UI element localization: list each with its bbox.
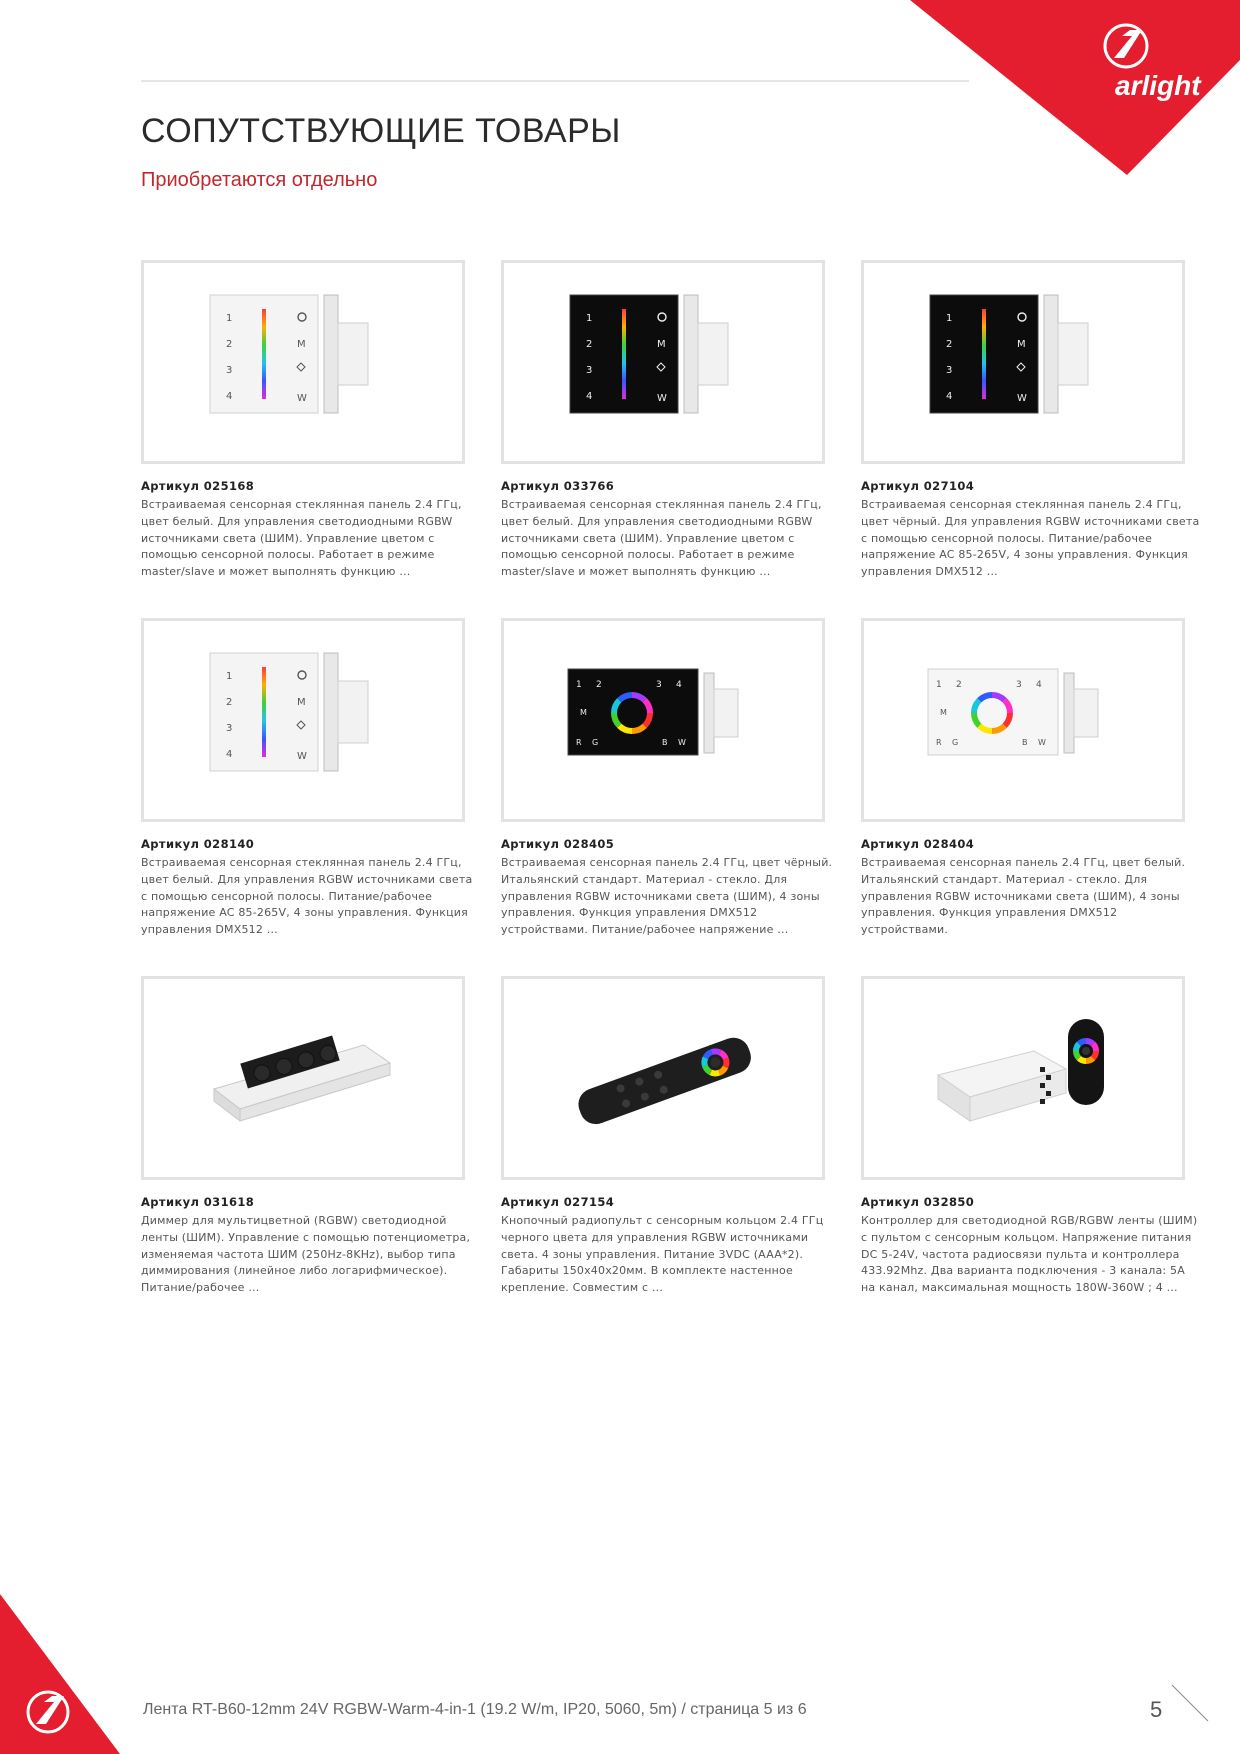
svg-text:4: 4 [1036,680,1042,690]
product-image[interactable] [501,260,825,464]
svg-text:M: M [297,697,306,708]
svg-text:2: 2 [946,339,953,350]
product-card[interactable] [501,618,841,939]
product-article: Артикул 027104 [861,479,975,493]
svg-text:4: 4 [586,391,593,402]
product-card[interactable] [501,976,841,1297]
product-description: Кнопочный радиопульт с сенсорным кольцом 2.4 ГГц черного цвета для управления RGBW источниками света. 4 зоны управления. Питание 3VDC (AAA*2). Габариты 150x40x20мм. В комплекте настенное крепление. Совместим с ... [501,1214,824,1295]
product-image[interactable] [861,260,1185,464]
svg-text:2: 2 [596,680,602,690]
product-image[interactable] [861,618,1185,822]
product-card[interactable] [141,618,481,939]
product-description: Встраиваемая сенсорная стеклянная панель 2.4 ГГц, цвет чёрный. Для управления RGBW источниками света с помощью сенсорной полосы. Питание/рабочее напряжение AC 85-265V, 4 зоны управления. Функция управления DMX512 ... [861,498,1200,579]
svg-text:3: 3 [226,723,233,734]
product-article: Артикул 028405 [501,837,615,851]
black-touch-panel-strip-image [504,263,822,461]
header-rule [141,80,969,82]
page-subtitle: Приобретаются отдельно [141,169,378,191]
product-description: Встраиваемая сенсорная стеклянная панель 2.4 ГГц, цвет белый. Для управления светодиодными RGBW источниками света (ШИМ). Управление цветом с помощью сенсорной полосы. Работает в режиме master/slave и может выполнять функцию ... [501,498,822,579]
svg-text:3: 3 [226,365,233,376]
svg-text:2: 2 [226,339,233,350]
svg-text:B: B [1022,738,1028,747]
product-card[interactable] [861,976,1201,1297]
svg-text:G: G [952,738,959,747]
svg-text:G: G [592,738,599,747]
product-description: Контроллер для светодиодной RGB/RGBW ленты (ШИМ) с пультом с сенсорным кольцом. Напряжение питания DC 5-24V, частота радиосвязи пульта и контроллера 433.92Mhz. Два варианта подключения - 3 канала: 5A на канал, максимальная мощность 180W-360W ; 4 ... [861,1214,1198,1295]
svg-text:1: 1 [226,671,233,682]
svg-text:4: 4 [676,680,682,690]
svg-text:3: 3 [656,680,662,690]
product-article: Артикул 032850 [861,1195,975,1209]
product-description: Встраиваемая сенсорная панель 2.4 ГГц, цвет белый. Итальянский стандарт. Материал - стекло. Для управления RGBW источниками света (ШИМ), 4 зоны управления. Функция управления DMX512 устройствами. [861,856,1186,937]
black-touch-panel-ring-image [504,621,822,819]
product-description: Встраиваемая сенсорная панель 2.4 ГГц, цвет чёрный. Итальянский стандарт. Материал - стекло. Для управления RGBW источниками света (ШИМ), 4 зоны управления. Функция управления DMX512 устройствами. Питание/рабочее напряжение ... [501,856,833,937]
product-card[interactable] [501,260,841,581]
svg-text:M: M [657,339,666,350]
svg-text:R: R [576,738,582,747]
product-article: Артикул 033766 [501,479,615,493]
svg-text:B: B [662,738,668,747]
white-touch-panel-strip-image [144,263,462,461]
svg-text:M: M [940,708,947,717]
white-touch-panel-strip-image [144,621,462,819]
svg-text:4: 4 [226,391,233,402]
svg-text:1: 1 [946,313,953,324]
product-article: Артикул 028140 [141,837,255,851]
footer-caption: Лента RT-B60-12mm 24V RGBW-Warm-4-in-1 (19.2 W/m, IP20, 5060, 5m) / страница 5 из 6 [143,1701,807,1718]
product-description: Встраиваемая сенсорная стеклянная панель 2.4 ГГц, цвет белый. Для управления RGBW источниками света с помощью сенсорной полосы. Питание/рабочее напряжение AC 85-265V, 4 зоны управления. Функция управления DMX512 ... [141,856,473,937]
product-card[interactable] [861,260,1201,581]
page-title: СОПУТСТВУЮЩИЕ ТОВАРЫ [141,112,621,150]
product-article: Артикул 027154 [501,1195,615,1209]
svg-text:W: W [297,393,307,404]
black-touch-panel-strip-image [864,263,1182,461]
product-card[interactable] [141,260,481,581]
product-article: Артикул 031618 [141,1195,255,1209]
svg-text:W: W [297,751,307,762]
product-card[interactable] [141,976,481,1297]
product-image[interactable] [141,976,465,1180]
page-number: 5 [1150,1697,1163,1722]
svg-text:1: 1 [586,313,593,324]
svg-text:4: 4 [946,391,953,402]
svg-text:W: W [678,738,686,747]
svg-text:3: 3 [946,365,953,376]
product-description: Диммер для мультицветной (RGBW) светодиодной ленты (ШИМ). Управление с помощью потенциометра, изменяемая частота ШИМ (250Hz-8KHz), выбор типа диммирования (линейное либо логарифмическое). Питание/рабочее ... [141,1214,471,1295]
product-image[interactable] [501,618,825,822]
svg-text:M: M [297,339,306,350]
brand-corner-bottom [0,1594,120,1754]
product-description: Встраиваемая сенсорная стеклянная панель 2.4 ГГц, цвет белый. Для управления светодиодными RGBW источниками света (ШИМ). Управление цветом с помощью сенсорной полосы. Работает в режиме master/slave и может выполнять функцию ... [141,498,462,579]
svg-text:2: 2 [956,680,962,690]
svg-text:4: 4 [226,749,233,760]
svg-text:W: W [1038,738,1046,747]
svg-text:M: M [1017,339,1026,350]
product-image[interactable] [861,976,1185,1180]
svg-text:3: 3 [586,365,593,376]
svg-text:1: 1 [576,680,582,690]
svg-text:2: 2 [586,339,593,350]
svg-text:1: 1 [936,680,942,690]
white-touch-panel-ring-image [864,621,1182,819]
brand-corner [910,0,1240,175]
svg-text:1: 1 [226,313,233,324]
product-image[interactable] [501,976,825,1180]
svg-text:M: M [580,708,587,717]
product-article: Артикул 028404 [861,837,975,851]
rotary-dimmer-image [144,979,462,1177]
product-image[interactable] [141,618,465,822]
svg-text:W: W [1017,393,1027,404]
page-corner-line [1170,1683,1210,1723]
product-image[interactable] [141,260,465,464]
svg-text:R: R [936,738,942,747]
svg-text:W: W [657,393,667,404]
controller-with-remote-image [864,979,1182,1177]
product-article: Артикул 025168 [141,479,255,493]
black-remote-image [504,979,822,1177]
logo-text: arlight [1115,70,1201,101]
svg-text:3: 3 [1016,680,1022,690]
svg-text:2: 2 [226,697,233,708]
product-card[interactable] [861,618,1201,939]
